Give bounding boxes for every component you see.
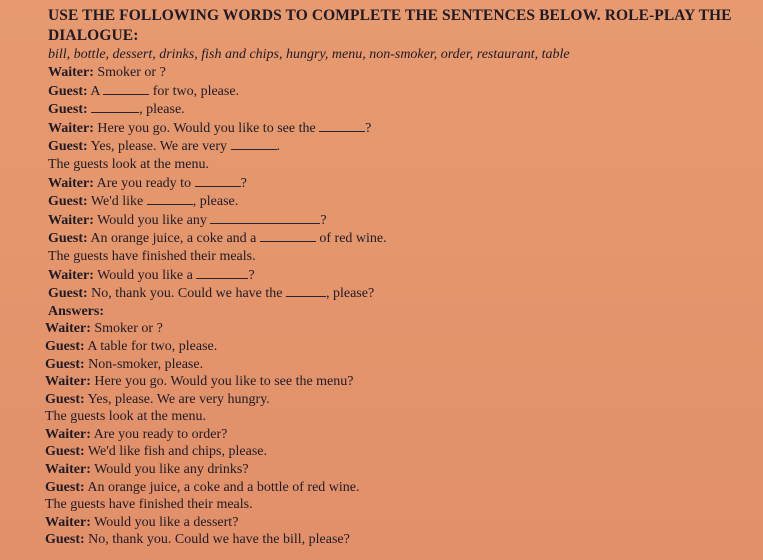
narration-line	[45, 408, 754, 426]
line-text: Smoker or ?	[97, 65, 166, 80]
line-text: An orange juice, a coke and a bottle of red wine.	[87, 479, 360, 495]
line-text: Would you like any drinks?	[94, 462, 249, 478]
speaker-label: Waiter:	[48, 120, 94, 136]
answer-line	[45, 531, 754, 549]
dialogue-line	[48, 64, 754, 82]
dialogue-line	[48, 192, 754, 211]
speaker-label: Waiter:	[48, 175, 94, 191]
speaker-label: Waiter:	[48, 267, 94, 283]
line-text: An orange juice, a coke and a	[90, 231, 260, 247]
line-text: of red wine.	[315, 231, 387, 247]
line-text: No, thank you. Could we have the	[91, 286, 286, 302]
answer-line	[45, 338, 754, 356]
line-text: ?	[240, 175, 247, 191]
line-text: We'd like fish and chips, please.	[87, 444, 267, 460]
speaker-label: Waiter:	[45, 374, 91, 390]
line-text: Here you go. Would you like to see the menu?	[94, 374, 354, 390]
line-text: The guests have finished their meals.	[45, 497, 253, 513]
answer-blank[interactable]	[196, 266, 248, 279]
answer-blank[interactable]	[231, 137, 277, 150]
speaker-label: Waiter:	[45, 514, 91, 530]
line-text: Would you like a	[97, 267, 197, 283]
line-text: , please?	[325, 286, 375, 302]
speaker-label: Guest:	[45, 356, 85, 372]
line-text: ?	[320, 212, 327, 228]
speaker-label: Guest:	[48, 139, 88, 155]
answer-blank[interactable]	[210, 211, 320, 224]
line-text: The guests look at the menu.	[45, 409, 206, 425]
speaker-label: Waiter:	[45, 462, 91, 478]
speaker-label: Guest:	[48, 231, 88, 247]
narration-line	[48, 248, 754, 266]
narration-line	[45, 496, 754, 514]
answer-blank[interactable]	[91, 100, 139, 113]
speaker-label: Waiter:	[48, 65, 94, 80]
line-text: The guests look at the menu.	[48, 156, 209, 172]
speaker-label: Guest:	[45, 444, 85, 460]
line-text: .	[276, 139, 281, 155]
answer-blank[interactable]	[195, 174, 241, 187]
answer-line	[45, 461, 754, 479]
dialogue-line	[48, 266, 754, 285]
line-text: Here you go. Would you like to see the	[97, 120, 320, 136]
answer-blank[interactable]	[286, 284, 326, 297]
narration-line	[48, 156, 754, 174]
answer-line	[45, 426, 754, 444]
answer-blank[interactable]	[103, 82, 149, 95]
answer-line	[45, 479, 754, 497]
answer-line	[45, 356, 754, 374]
line-text: for two, please.	[149, 83, 240, 99]
line-text: Non-smoker, please.	[88, 356, 204, 372]
dialogue-line	[48, 137, 754, 156]
line-text: ?	[248, 267, 255, 283]
line-text: , please.	[139, 102, 185, 118]
line-text: Yes, please. We are very hungry.	[87, 391, 270, 407]
line-text: The guests have finished their meals.	[48, 248, 256, 264]
worksheet	[45, 6, 754, 549]
line-text: No, thank you. Could we have the bill, please?	[88, 532, 350, 548]
line-text: Would you like a dessert?	[94, 514, 239, 530]
line-text: Are you ready to order?	[93, 426, 228, 442]
dialogue-line	[48, 174, 754, 193]
answers-dialogue	[45, 320, 754, 549]
line-text: Yes, please. We are very	[90, 139, 231, 155]
answer-line	[45, 391, 754, 409]
speaker-label: Guest:	[48, 102, 88, 118]
word-bank: bill, bottle, dessert, drinks, fish and chips, hungry, menu, non-smoker, order, restaurant, table	[48, 47, 570, 62]
speaker-label: Guest:	[48, 194, 88, 210]
answer-blank[interactable]	[319, 119, 365, 132]
line-text: We'd like	[90, 194, 147, 210]
worksheet-title: USE THE FOLLOWING WORDS TO COMPLETE THE SENTENCES BELOW. ROLE-PLAY THE DIALOGUE:	[48, 7, 732, 44]
dialogue-line	[48, 100, 754, 119]
answer-blank[interactable]	[147, 192, 193, 205]
speaker-label: Guest:	[48, 83, 88, 99]
speaker-label: Waiter:	[45, 426, 91, 442]
speaker-label: Guest:	[45, 338, 85, 354]
dialogue-line	[48, 119, 754, 138]
line-text: Would you like any	[97, 212, 211, 228]
answer-line	[45, 443, 754, 461]
answer-line	[45, 514, 754, 532]
line-text: A table for two, please.	[87, 338, 218, 354]
line-text: A	[90, 83, 104, 99]
speaker-label: Guest:	[45, 479, 85, 495]
dialogue-line	[48, 211, 754, 230]
answer-blank[interactable]	[260, 229, 316, 242]
line-text: , please.	[192, 194, 239, 210]
line-text: ?	[365, 120, 372, 136]
line-text: Smoker or ?	[94, 321, 163, 337]
speaker-label: Waiter:	[45, 321, 91, 337]
exercise-dialogue	[48, 64, 754, 303]
speaker-label: Guest:	[45, 532, 85, 548]
speaker-label: Waiter:	[48, 212, 94, 228]
speaker-label: Guest:	[45, 391, 85, 407]
dialogue-line	[48, 229, 754, 248]
line-text: Are you ready to	[96, 175, 195, 191]
answer-line	[45, 373, 754, 391]
answers-heading: Answers:	[48, 303, 104, 319]
dialogue-line	[48, 82, 754, 101]
speaker-label: Guest:	[48, 286, 88, 302]
answer-line	[45, 320, 754, 338]
dialogue-line	[48, 284, 754, 303]
